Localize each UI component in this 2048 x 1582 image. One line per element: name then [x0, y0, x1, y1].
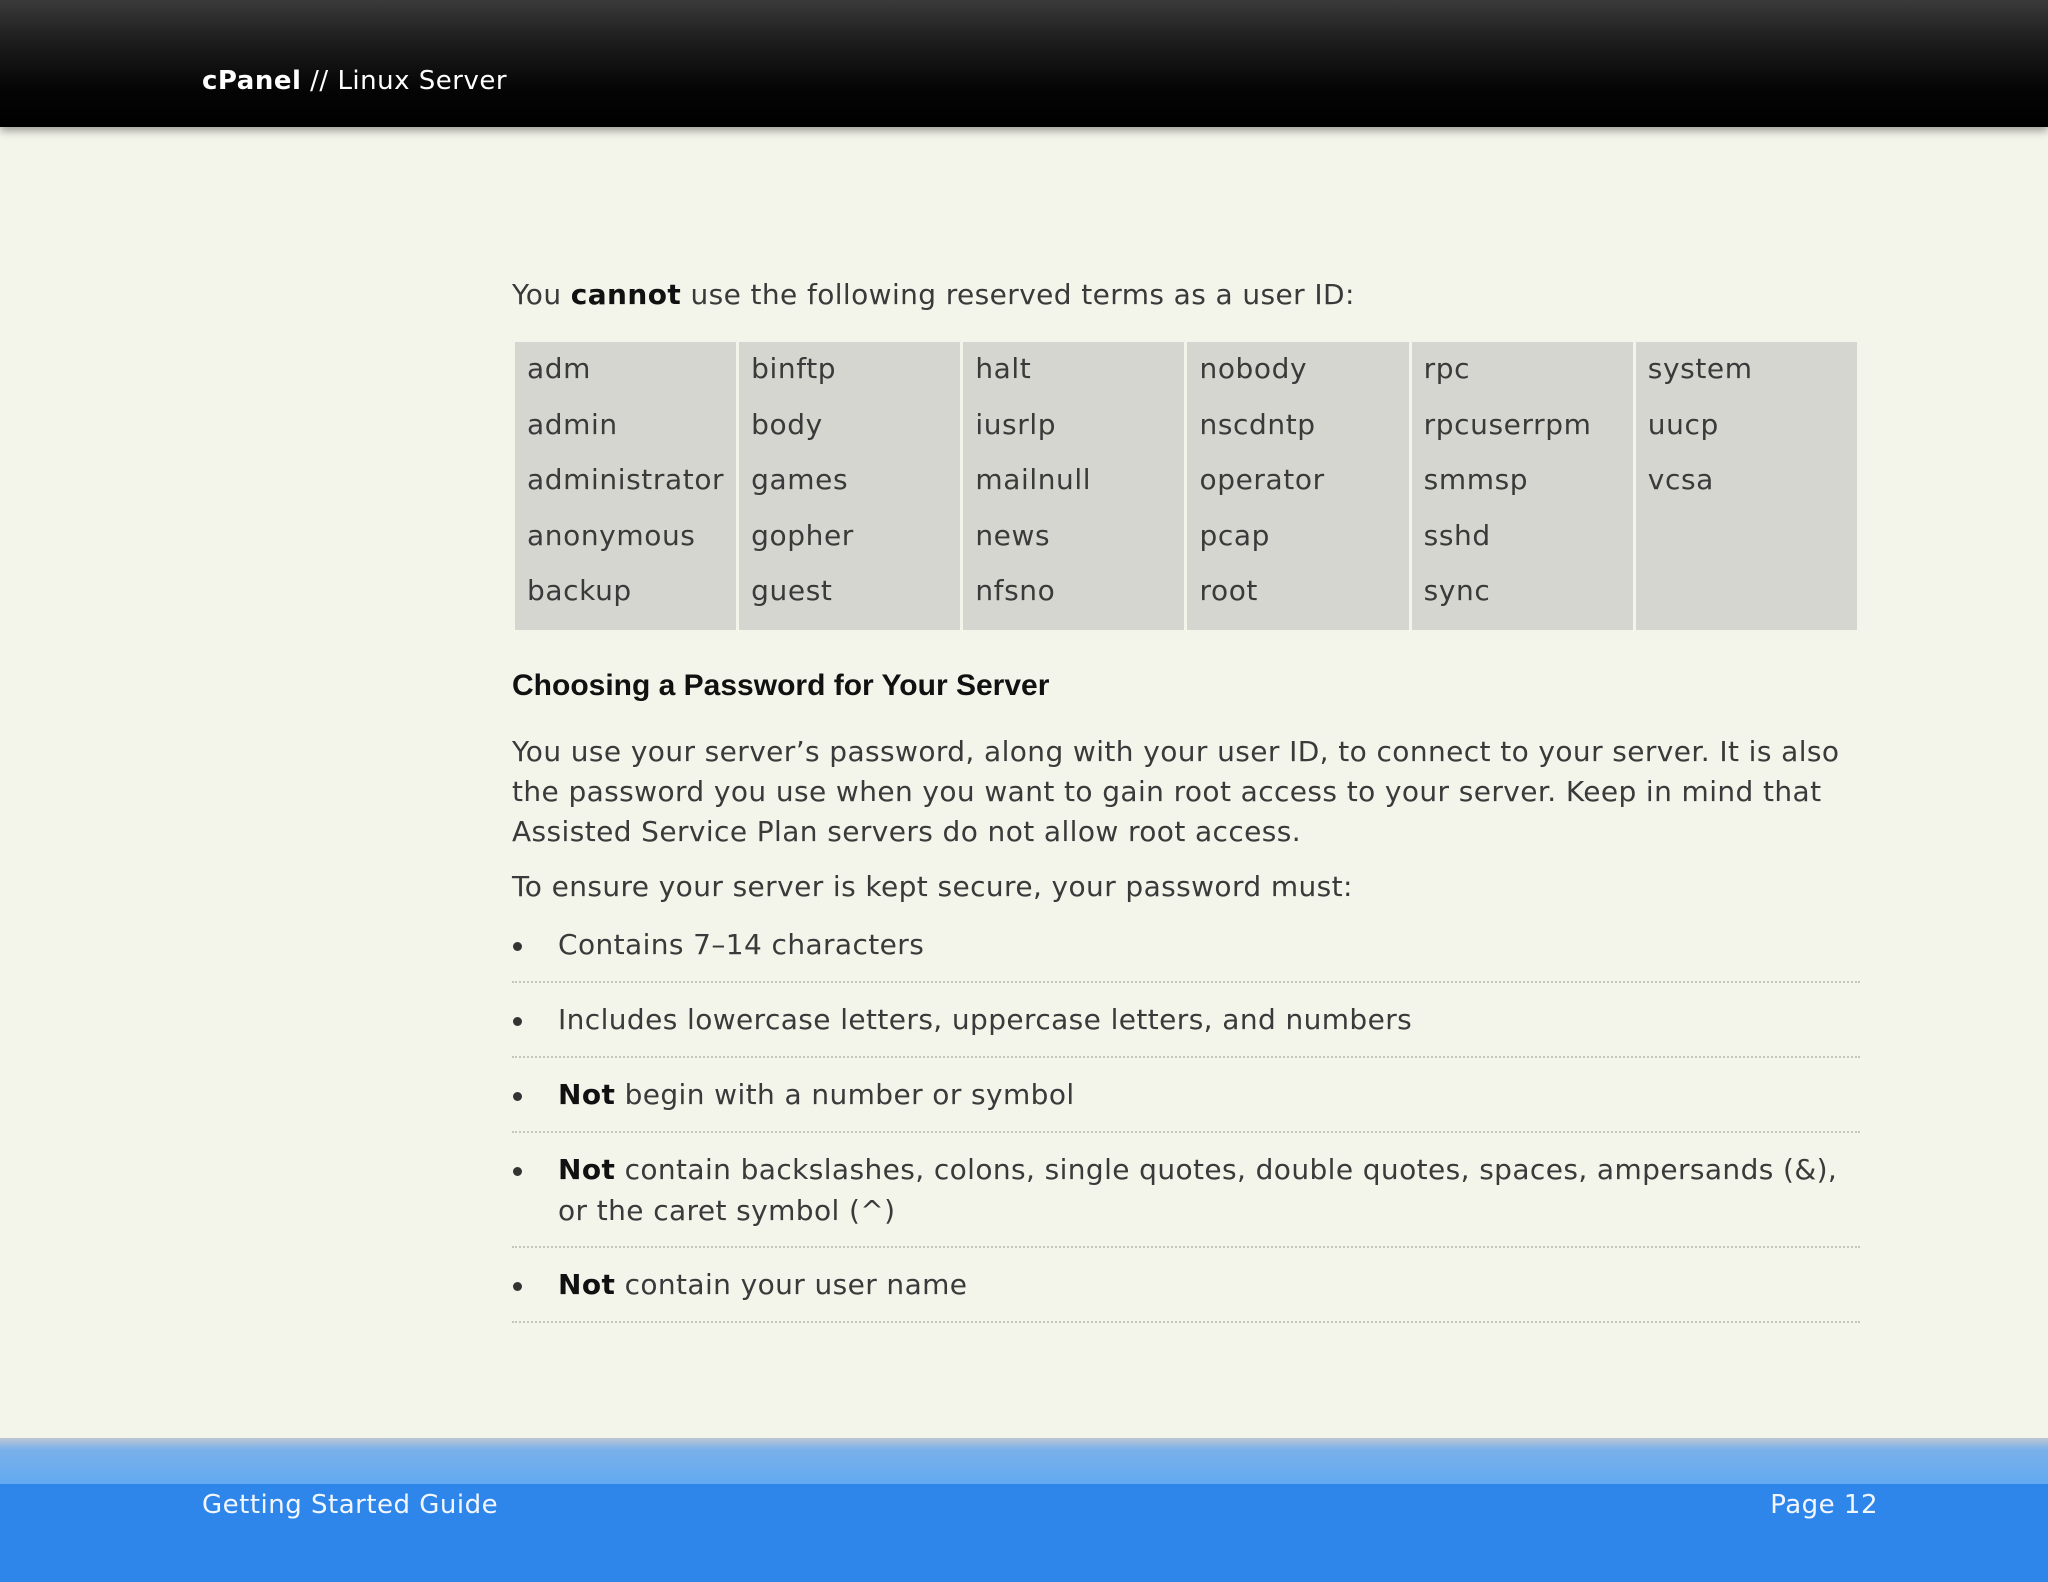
reserved-term: pcap	[1199, 518, 1270, 552]
footer-guide-title: Getting Started Guide	[202, 1490, 499, 1520]
terms-column	[963, 342, 1184, 630]
terms-column	[1412, 342, 1633, 630]
intro-suffix: use the following reserved terms as a user ID:	[681, 278, 1355, 311]
reserved-term: nobody	[1199, 352, 1308, 385]
requirement-text: contain backslashes, colons, single quotes, double quotes, spaces, ampersands (&), or the caret symbol (^)	[558, 1153, 1838, 1227]
reserved-term: gopher	[751, 518, 854, 552]
bullet-icon	[513, 1282, 522, 1291]
reserved-term: root	[1199, 574, 1259, 607]
reserved-term: iusrlp	[975, 407, 1057, 441]
bullet-icon	[513, 1092, 522, 1101]
reserved-term: anonymous	[527, 518, 696, 552]
intro-emphasis: cannot	[570, 278, 682, 311]
password-requirements-list	[512, 908, 1860, 1323]
reserved-term: backup	[527, 574, 632, 607]
bullet-icon	[513, 1167, 522, 1176]
reserved-term: smmsp	[1423, 463, 1529, 496]
reserved-term: vcsa	[1647, 463, 1714, 496]
header-separator: //	[301, 66, 338, 96]
list-item	[512, 983, 1860, 1058]
reserved-term: rpc	[1423, 352, 1471, 385]
header-subtitle: Linux Server	[337, 66, 508, 96]
page-footer	[0, 1484, 2048, 1582]
reserved-terms-table	[512, 339, 1860, 633]
reserved-term: operator	[1199, 463, 1325, 496]
reserved-term: nfsno	[975, 574, 1056, 607]
requirement-text: contain your user name	[615, 1268, 968, 1301]
reserved-term: admin	[527, 407, 618, 441]
header-brand: cPanel	[202, 66, 302, 96]
page-number: Page 12	[1770, 1490, 1878, 1520]
page-header	[0, 0, 2048, 127]
reserved-term: mailnull	[975, 463, 1092, 496]
list-item	[512, 1058, 1860, 1133]
footer-highlight	[0, 1438, 2048, 1484]
intro-text	[512, 278, 1355, 311]
reserved-term: news	[975, 518, 1051, 552]
requirement-text: Includes lowercase letters, uppercase letters, and numbers	[558, 1003, 1413, 1036]
list-item	[512, 908, 1860, 983]
reserved-term: guest	[751, 574, 833, 607]
reserved-term: games	[751, 463, 849, 496]
requirements-intro: To ensure your server is kept secure, your password must:	[512, 870, 1353, 903]
table-row	[515, 342, 1857, 630]
reserved-term: sync	[1423, 574, 1491, 607]
header-title	[202, 66, 507, 96]
reserved-term: binftp	[751, 352, 837, 385]
reserved-term: sshd	[1423, 518, 1491, 552]
list-item	[512, 1248, 1860, 1323]
reserved-term: body	[751, 407, 823, 441]
requirement-emphasis: Not	[558, 1268, 616, 1301]
reserved-term: rpcuserrpm	[1423, 407, 1592, 441]
requirement-text: Contains 7–14 characters	[558, 928, 925, 961]
terms-column	[515, 342, 736, 630]
reserved-term: system	[1647, 352, 1753, 385]
terms-column	[1636, 342, 1857, 630]
reserved-term: uucp	[1647, 407, 1719, 441]
reserved-term: administrator	[527, 463, 725, 496]
bullet-icon	[513, 1017, 522, 1026]
bullet-icon	[513, 942, 522, 951]
reserved-term: adm	[527, 352, 592, 385]
intro-prefix: You	[512, 278, 571, 311]
requirement-text: begin with a number or symbol	[615, 1078, 1075, 1111]
requirement-emphasis: Not	[558, 1153, 616, 1186]
section-title: Choosing a Password for Your Server	[512, 669, 1050, 702]
terms-column	[739, 342, 960, 630]
password-description: You use your server’s password, along with your user ID, to connect to your server. It is also the password you use when you want to gain root access to your server. Keep in mind that Assisted Service Plan servers do not allow root access.	[512, 735, 1840, 848]
reserved-term: nscdntp	[1199, 407, 1316, 441]
requirement-emphasis: Not	[558, 1078, 616, 1111]
reserved-term: halt	[975, 352, 1032, 385]
terms-column	[1187, 342, 1408, 630]
list-item	[512, 1133, 1860, 1248]
